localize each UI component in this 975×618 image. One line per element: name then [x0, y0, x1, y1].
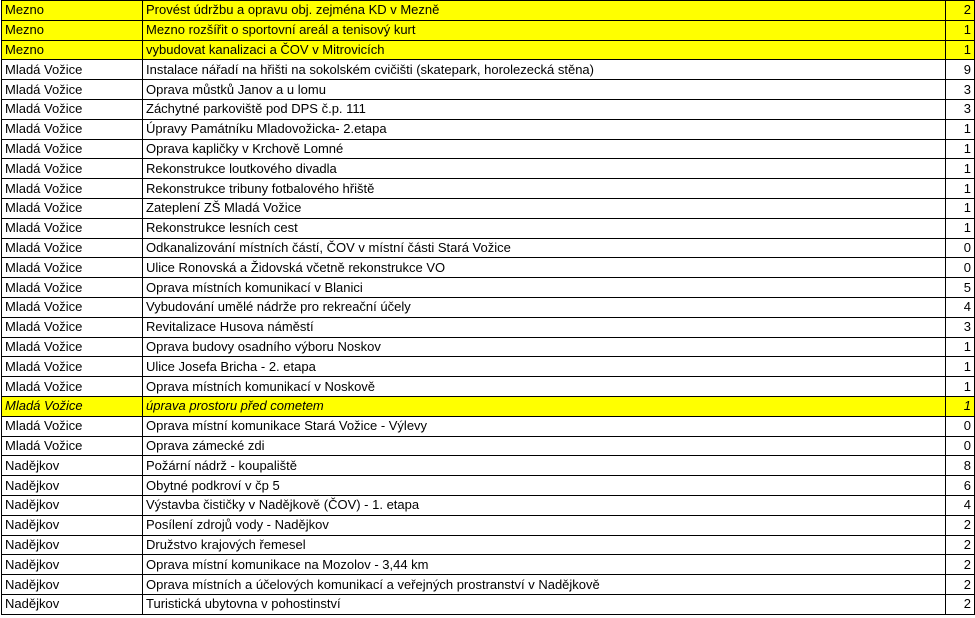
cell-project[interactable]: Oprava místní komunikace Stará Vožice - Výlevy: [143, 416, 946, 436]
cell-place[interactable]: Nadějkov: [2, 476, 143, 496]
cell-place[interactable]: Nadějkov: [2, 456, 143, 476]
cell-place[interactable]: Nadějkov: [2, 555, 143, 575]
table-row: [2, 515, 975, 535]
cell-place[interactable]: Mladá Vožice: [2, 80, 143, 100]
cell-place[interactable]: Mladá Vožice: [2, 218, 143, 238]
cell-project[interactable]: Oprava budovy osadního výboru Noskov: [143, 337, 946, 357]
cell-project[interactable]: Výstavba čističky v Nadějkově (ČOV) - 1. etapa: [143, 495, 946, 515]
cell-project[interactable]: Zateplení ZŠ Mladá Vožice: [143, 198, 946, 218]
cell-value[interactable]: 2: [946, 555, 975, 575]
table-row: [2, 258, 975, 278]
cell-value[interactable]: 3: [946, 317, 975, 337]
table-row: [2, 575, 975, 595]
table-row: [2, 278, 975, 298]
cell-place[interactable]: Mladá Vožice: [2, 337, 143, 357]
table-row: [2, 535, 975, 555]
cell-project[interactable]: Oprava místních komunikací v Noskově: [143, 377, 946, 397]
cell-project[interactable]: vybudovat kanalizaci a ČOV v Mitrovicích: [143, 40, 946, 60]
table-row: [2, 139, 975, 159]
table-row: [2, 40, 975, 60]
cell-value[interactable]: 0: [946, 238, 975, 258]
table-row: [2, 297, 975, 317]
cell-value[interactable]: 0: [946, 258, 975, 278]
cell-place[interactable]: Mladá Vožice: [2, 258, 143, 278]
cell-project[interactable]: Rekonstrukce tribuny fotbalového hřiště: [143, 179, 946, 199]
cell-project[interactable]: Úpravy Památníku Mladovožicka- 2.etapa: [143, 119, 946, 139]
cell-place[interactable]: Nadějkov: [2, 495, 143, 515]
table-row: [2, 416, 975, 436]
cell-project[interactable]: Rekonstrukce lesních cest: [143, 218, 946, 238]
table-row: [2, 436, 975, 456]
cell-value[interactable]: 5: [946, 278, 975, 298]
cell-value[interactable]: 4: [946, 495, 975, 515]
table-row: [2, 60, 975, 80]
table-row: [2, 377, 975, 397]
cell-place[interactable]: Mezno: [2, 1, 143, 21]
cell-project[interactable]: Posílení zdrojů vody - Nadějkov: [143, 515, 946, 535]
table-row: [2, 317, 975, 337]
table-row: [2, 337, 975, 357]
cell-value[interactable]: 1: [946, 139, 975, 159]
cell-value[interactable]: 2: [946, 515, 975, 535]
cell-project[interactable]: Rekonstrukce loutkového divadla: [143, 159, 946, 179]
cell-value[interactable]: 1: [946, 218, 975, 238]
cell-place[interactable]: Nadějkov: [2, 535, 143, 555]
cell-project[interactable]: Provést údržbu a opravu obj. zejména KD v Mezně: [143, 1, 946, 21]
table-row: [2, 99, 975, 119]
cell-value[interactable]: 3: [946, 99, 975, 119]
cell-value[interactable]: 8: [946, 456, 975, 476]
cell-project[interactable]: Oprava zámecké zdi: [143, 436, 946, 456]
cell-place[interactable]: Mladá Vožice: [2, 159, 143, 179]
cell-place[interactable]: Mladá Vožice: [2, 99, 143, 119]
cell-project[interactable]: Instalace nářadí na hřišti na sokolském cvičišti (skatepark, horolezecká stěna): [143, 60, 946, 80]
cell-value[interactable]: 1: [946, 119, 975, 139]
cell-place[interactable]: Mladá Vožice: [2, 198, 143, 218]
table-row: [2, 20, 975, 40]
table-body: [2, 1, 975, 615]
cell-project[interactable]: Oprava místních a účelových komunikací a veřejných prostranství v Nadějkově: [143, 575, 946, 595]
cell-value[interactable]: 1: [946, 179, 975, 199]
cell-value[interactable]: 4: [946, 297, 975, 317]
cell-place[interactable]: Nadějkov: [2, 594, 143, 614]
table-row: [2, 159, 975, 179]
table-row: [2, 495, 975, 515]
cell-place[interactable]: Mladá Vožice: [2, 238, 143, 258]
cell-place[interactable]: Mezno: [2, 40, 143, 60]
cell-place[interactable]: Mladá Vožice: [2, 377, 143, 397]
cell-place[interactable]: Nadějkov: [2, 515, 143, 535]
cell-project[interactable]: Záchytné parkoviště pod DPS č.p. 111: [143, 99, 946, 119]
cell-value[interactable]: 2: [946, 1, 975, 21]
table-row: [2, 476, 975, 496]
table-row: [2, 119, 975, 139]
table-row: [2, 80, 975, 100]
cell-place[interactable]: Mladá Vožice: [2, 179, 143, 199]
cell-place[interactable]: Mladá Vožice: [2, 416, 143, 436]
cell-project[interactable]: Vybudování umělé nádrže pro rekreační účely: [143, 297, 946, 317]
cell-project[interactable]: úprava prostoru před cometem: [143, 396, 946, 416]
cell-value[interactable]: 1: [946, 337, 975, 357]
cell-value[interactable]: 0: [946, 416, 975, 436]
cell-value[interactable]: 2: [946, 594, 975, 614]
cell-value[interactable]: 9: [946, 60, 975, 80]
cell-value[interactable]: 1: [946, 357, 975, 377]
cell-project[interactable]: Obytné podkroví v čp 5: [143, 476, 946, 496]
cell-project[interactable]: Ulice Josefa Bricha - 2. etapa: [143, 357, 946, 377]
cell-place[interactable]: Mladá Vožice: [2, 119, 143, 139]
cell-project[interactable]: Odkanalizování místních částí, ČOV v místní části Stará Vožice: [143, 238, 946, 258]
cell-place[interactable]: Mladá Vožice: [2, 317, 143, 337]
cell-place[interactable]: Mladá Vožice: [2, 60, 143, 80]
cell-project[interactable]: Oprava místních komunikací v Blanici: [143, 278, 946, 298]
cell-project[interactable]: Oprava místní komunikace na Mozolov - 3,44 km: [143, 555, 946, 575]
cell-place[interactable]: Mladá Vožice: [2, 297, 143, 317]
table-row: [2, 1, 975, 21]
table-row: [2, 179, 975, 199]
cell-project[interactable]: Oprava kapličky v Krchově Lomné: [143, 139, 946, 159]
cell-project[interactable]: Družstvo krajových řemesel: [143, 535, 946, 555]
cell-place[interactable]: Nadějkov: [2, 575, 143, 595]
cell-value[interactable]: 1: [946, 396, 975, 416]
cell-place[interactable]: Mladá Vožice: [2, 436, 143, 456]
table-row: [2, 198, 975, 218]
cell-project[interactable]: Ulice Ronovská a Židovská včetně rekonstrukce VO: [143, 258, 946, 278]
cell-value[interactable]: 3: [946, 80, 975, 100]
cell-place[interactable]: Mezno: [2, 20, 143, 40]
projects-table: [1, 0, 975, 615]
table-row: [2, 456, 975, 476]
table-row: [2, 218, 975, 238]
table-row: [2, 238, 975, 258]
table-row: [2, 396, 975, 416]
cell-project[interactable]: Mezno rozšířit o sportovní areál a tenisový kurt: [143, 20, 946, 40]
table-row: [2, 357, 975, 377]
cell-value[interactable]: 1: [946, 20, 975, 40]
cell-value[interactable]: 2: [946, 575, 975, 595]
cell-project[interactable]: Turistická ubytovna v pohostinství: [143, 594, 946, 614]
table-row: [2, 594, 975, 614]
cell-project[interactable]: Požární nádrž - koupaliště: [143, 456, 946, 476]
cell-place[interactable]: Mladá Vožice: [2, 396, 143, 416]
cell-project[interactable]: Oprava můstků Janov a u lomu: [143, 80, 946, 100]
cell-place[interactable]: Mladá Vožice: [2, 139, 143, 159]
cell-value[interactable]: 2: [946, 535, 975, 555]
cell-value[interactable]: 1: [946, 198, 975, 218]
cell-place[interactable]: Mladá Vožice: [2, 357, 143, 377]
cell-project[interactable]: Revitalizace Husova náměstí: [143, 317, 946, 337]
cell-value[interactable]: 1: [946, 377, 975, 397]
cell-value[interactable]: 6: [946, 476, 975, 496]
cell-value[interactable]: 0: [946, 436, 975, 456]
cell-value[interactable]: 1: [946, 159, 975, 179]
cell-place[interactable]: Mladá Vožice: [2, 278, 143, 298]
table-row: [2, 555, 975, 575]
cell-value[interactable]: 1: [946, 40, 975, 60]
